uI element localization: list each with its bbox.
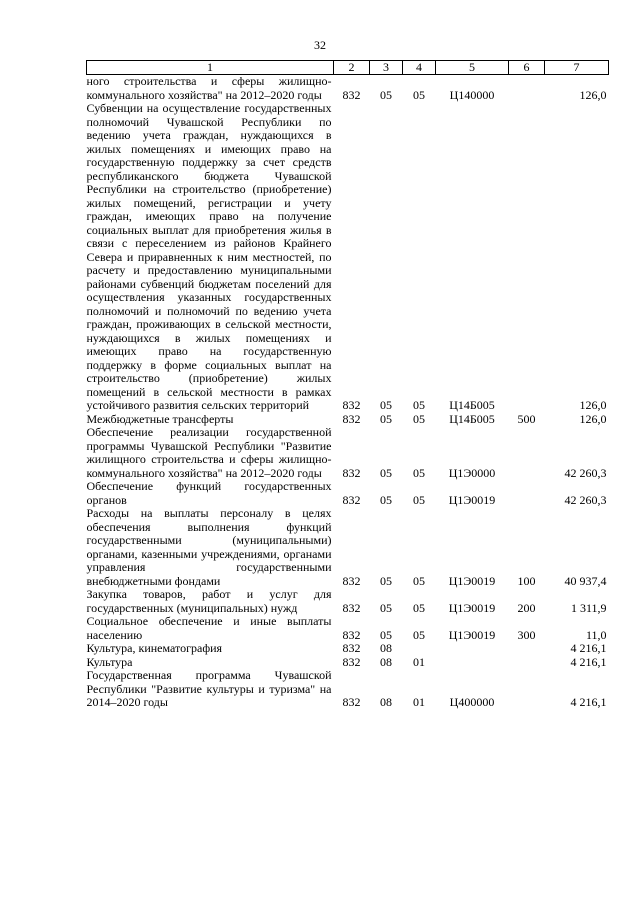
subsection-code: 05 [413,492,425,507]
row-description: Обеспечение функций государственных органов [86,479,332,507]
table-row [87,426,609,480]
section-code: 05 [380,465,392,480]
expense-type-code [509,426,545,480]
row-description: Закупка товаров, работ и услуг для государственных (муниципальных) нужд [86,587,332,615]
page-number: 32 [314,38,326,52]
target-code: Ц1Э0019 [448,573,496,588]
ministry-code: 832 [342,654,361,669]
subsection-code: 01 [413,695,425,709]
expense-type-code: 300 [517,627,536,642]
header-col-4: 4 [403,61,436,75]
header-col-5: 5 [436,61,509,75]
subsection-code: 01 [413,654,425,669]
table-header-row [87,61,609,75]
subsection-code: 05 [413,600,425,615]
table-row [87,75,609,103]
subsection-code: 05 [413,573,425,588]
ministry-code: 832 [342,695,361,709]
row-description: ного строительства и сферы жилищно-коммунального хозяйства" на 2012–2020 годы [86,74,332,102]
ministry-code: 832 [342,492,361,507]
target-code: Ц1Э0019 [448,600,496,615]
subsection-code [403,642,436,656]
target-code: Ц14Б005 [449,398,495,412]
row-description: Межбюджетные трансферты [86,411,234,426]
section-code: 05 [380,411,392,426]
ministry-code: 832 [342,600,361,615]
row-description: Обеспечение реализации государственной программы Чувашской Республики "Развитие жилищного строительства и сферы жилищно-коммунального хозяйства" на 2012–2020 годы [86,425,332,480]
table-row [87,413,609,427]
amount: 126,0 [579,398,607,412]
header-col-6: 6 [509,61,545,75]
target-code: Ц14Б005 [449,411,495,426]
header-col-2: 2 [334,61,370,75]
subsection-code: 05 [413,398,425,412]
row-description: Расходы на выплаты персоналу в целях обеспечения выполнения функций государственными (муниципальными) органами, казенными учреждениями, органами управления государственными внебюджетными фондами [86,506,332,588]
table-row [87,480,609,507]
target-code [436,656,509,670]
row-description: Культура [86,654,133,669]
expense-type-code [509,480,545,507]
expense-type-code [509,75,545,103]
table-row [87,588,609,615]
section-code: 08 [380,695,392,709]
ministry-code: 832 [342,87,361,102]
budget-table [86,60,609,710]
header-col-7: 7 [545,61,609,75]
subsection-code: 05 [413,627,425,642]
section-code: 08 [380,641,392,655]
section-code: 05 [380,87,392,102]
expense-type-code [509,669,545,710]
amount: 1 311,9 [570,600,607,615]
ministry-code: 832 [342,627,361,642]
subsection-code: 05 [413,411,425,426]
ministry-code: 832 [342,573,361,588]
row-description: Культура, кинематография [86,641,223,655]
amount: 126,0 [579,411,607,426]
expense-type-code [509,102,545,413]
section-code: 05 [380,627,392,642]
header-col-3: 3 [370,61,403,75]
target-code: Ц400000 [449,695,495,709]
table-row [87,507,609,588]
target-code: Ц1Э0000 [448,465,496,480]
header-col-1: 1 [87,61,334,75]
row-description: Государственная программа Чувашской Республики "Развитие культуры и туризма" на 2014–2020 годы [86,668,332,709]
expense-type-code: 500 [517,411,536,426]
target-code [436,642,509,656]
table-row [87,656,609,670]
target-code: Ц140000 [449,87,495,102]
ministry-code: 832 [342,465,361,480]
table-row [87,642,609,656]
expense-type-code: 100 [517,573,536,588]
section-code: 05 [380,492,392,507]
expense-type-code: 200 [517,600,536,615]
subsection-code: 05 [413,87,425,102]
subsection-code: 05 [413,465,425,480]
amount: 126,0 [579,87,607,102]
table-row [87,615,609,642]
amount: 42 260,3 [564,465,607,480]
section-code: 05 [380,398,392,412]
section-code: 08 [380,654,392,669]
ministry-code: 832 [342,398,361,412]
expense-type-code [509,656,545,670]
row-description: Субвенции на осуществление государственных полномочий Чувашской Республики по ведению учета граждан, нуждающихся в жилых помещениях и имеющих право на государственную поддержку за счет средств республиканского бюджета Чувашской Республики на строительство (приобретение) жилых помещений, регистрации и учету граждан, имеющих право на получение социальных выплат для приобретения жилья в связи с переселением из районов Крайнего Севера и приравненных к ним местностей, по расчету и предоставлению муниципальными районами субвенций бюджетам поселений для осуществления указанных государственных полномочий и полномочий по ведению учета граждан, проживающих в сельской местности, нуждающихся в жилых помещениях и имеющих право на государственную поддержку в форме социальных выплат на строительство (приобретение) жилых помещений в сельской местности в рамках устойчивого развития сельских территорий [86,101,332,412]
table-row [87,669,609,710]
section-code: 05 [380,600,392,615]
target-code: Ц1Э0019 [448,492,496,507]
target-code: Ц1Э0019 [448,627,496,642]
ministry-code: 832 [342,641,361,655]
row-description: Социальное обеспечение и иные выплаты населению [86,614,332,642]
amount: 4 216,1 [570,654,607,669]
ministry-code: 832 [342,411,361,426]
expense-type-code [509,642,545,656]
table-row [87,102,609,413]
amount: 40 937,4 [564,573,607,588]
section-code: 05 [380,573,392,588]
amount: 11,0 [585,627,607,642]
amount: 4 216,1 [570,641,607,655]
amount: 42 260,3 [564,492,607,507]
amount: 4 216,1 [570,695,607,709]
